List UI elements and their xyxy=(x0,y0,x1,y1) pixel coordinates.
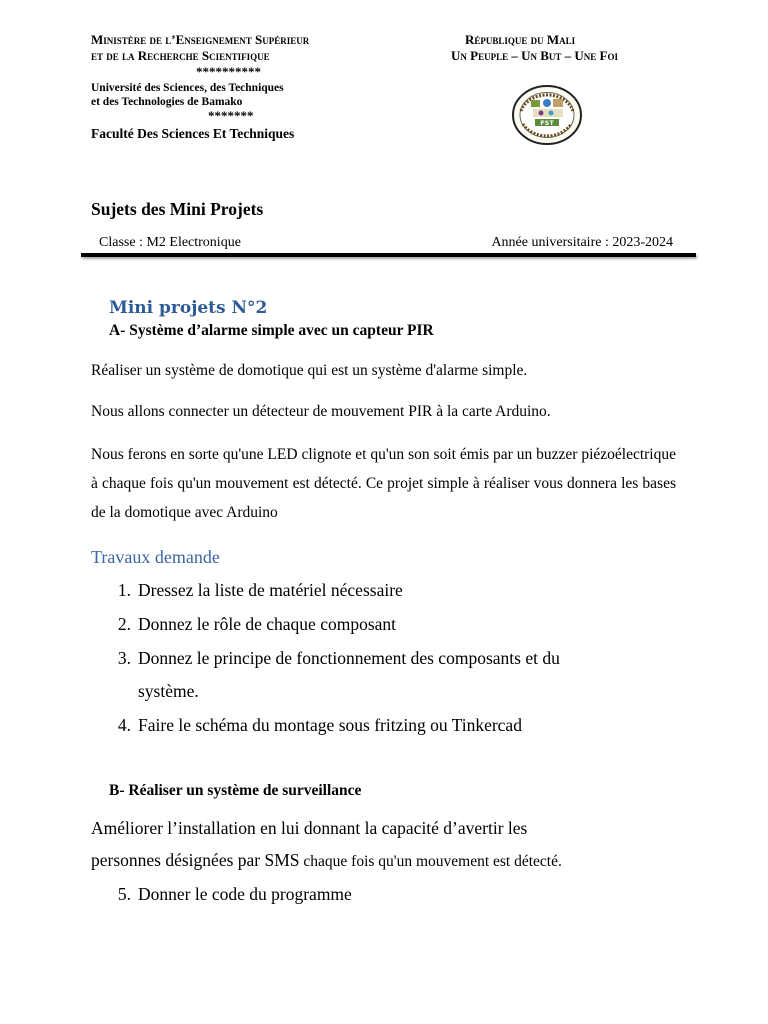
section-a-heading: A- Système d’alarme simple avec un capteur PIR xyxy=(109,322,434,339)
task-item-2 xyxy=(107,614,396,635)
paragraph-pir: Nous allons connecter un détecteur de mouvement PIR à la carte Arduino. xyxy=(91,403,551,420)
section-b-line2-main: personnes désignées par SMS xyxy=(91,850,300,870)
paragraph-description: Nous ferons en sorte qu'une LED clignote et qu'un son soit émis par un buzzer piézoélectrique à chaque fois qu'un mouvement est détecté. Ce projet simple à réaliser vous donnera les bases de la domotique avec Arduino xyxy=(91,446,676,521)
travaux-heading: Travaux demande xyxy=(91,547,220,567)
task-item-5 xyxy=(107,884,352,905)
task-number: 3. xyxy=(117,648,131,668)
task-text: Donnez le rôle de chaque composant xyxy=(138,614,397,634)
section-b-line1: Améliorer l’installation en lui donnant la capacité d’avertir les xyxy=(91,818,528,838)
task-item-3 xyxy=(107,648,560,669)
university-line1: Université des Sciences, des Techniques xyxy=(91,82,284,94)
task-text: Dressez la liste de matériel nécessaire xyxy=(138,580,403,600)
class-label: Classe : M2 Electronique xyxy=(99,235,241,250)
task-item-4 xyxy=(107,715,522,736)
task-number: 2. xyxy=(117,614,131,634)
university-line2: et des Technologies de Bamako xyxy=(91,96,243,108)
fst-logo-seal xyxy=(511,84,583,146)
task-text: Donner le code du programme xyxy=(138,884,352,904)
ministry-line2: et de la Recherche Scientifique xyxy=(91,48,270,63)
task-item-1 xyxy=(107,580,403,601)
academic-year: Année universitaire : 2023-2024 xyxy=(491,235,673,250)
task-text: Faire le schéma du montage sous fritzing ou Tinkercad xyxy=(138,715,522,735)
faculty-name: Faculté Des Sciences Et Techniques xyxy=(91,126,295,141)
document-title: Sujets des Mini Projets xyxy=(91,199,264,219)
logo-label: FST xyxy=(540,119,554,127)
national-motto: Un Peuple – Un But – Une Foi xyxy=(451,48,618,63)
fst-logo xyxy=(511,84,583,151)
header-divider xyxy=(81,253,696,257)
task-number: 1. xyxy=(117,580,131,600)
stars-separator-2: ******* xyxy=(208,108,254,123)
stars-separator: ********** xyxy=(196,64,261,79)
republic-name: République du Mali xyxy=(465,32,576,47)
ministry-line1: Ministère de l’Enseignement Supérieur xyxy=(91,32,310,47)
paragraph-intro: Réaliser un système de domotique qui est un système d'alarme simple. xyxy=(91,362,528,379)
task-text: Donnez le principe de fonctionnement des composants et du xyxy=(138,648,560,668)
section-b-line2 xyxy=(91,850,562,871)
task-item-3-continuation: système. xyxy=(138,681,199,701)
task-number: 4. xyxy=(117,715,131,735)
project-heading: Mini projets N°2 xyxy=(109,298,268,318)
task-number: 5. xyxy=(117,884,131,904)
section-b-line2-tail: chaque fois qu'un mouvement est détecté. xyxy=(299,853,562,870)
section-b-heading: B- Réaliser un système de surveillance xyxy=(109,782,362,799)
